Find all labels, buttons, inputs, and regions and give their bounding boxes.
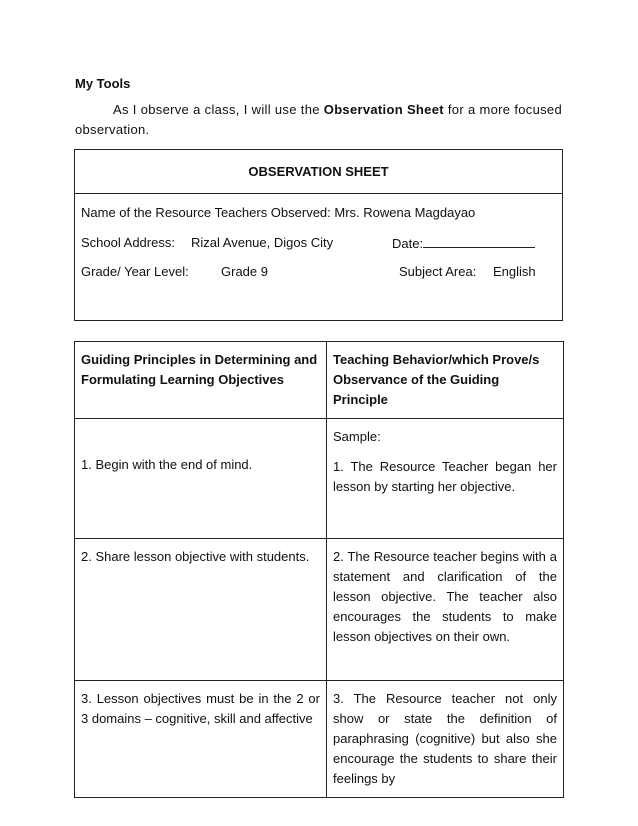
date-blank [423,235,535,248]
behavior-cell: 3. The Resource teacher not only show or state the definition of paraphrasing (cognitive) but also she encourage the students to share their feelings by [327,681,564,798]
sample-label: Sample: [333,429,381,444]
observation-sheet-box [74,149,563,321]
table-row [75,681,564,798]
behavior-cell [327,419,564,539]
date-field [392,235,535,251]
subject-area-value: English [493,264,536,279]
intro-paragraph [75,100,562,140]
grade-level-label: Grade/ Year Level: [81,264,189,279]
table-header-principles: Guiding Principles in Determining and Formulating Learning Objectives [75,342,327,419]
section-heading: My Tools [75,76,131,91]
table-row [75,419,564,539]
subject-area-label: Subject Area: [399,264,477,279]
table-header-behavior: Teaching Behavior/which Prove/s Observance of the Guiding Principle [327,342,564,419]
intro-suffix: for a more focused observation. [75,102,562,137]
school-address-value: Rizal Avenue, Digos City [191,235,334,250]
teacher-name-line: Name of the Resource Teachers Observed: Mrs. Rowena Magdayao [81,205,476,220]
principle-cell: 3. Lesson objectives must be in the 2 or 3 domains – cognitive, skill and affective [75,681,327,798]
behavior-cell: 2. The Resource teacher begins with a statement and clarification of the lesson objective. The teacher also encourages the students to make lesson objectives on their own. [327,539,564,681]
school-address-label: School Address: [81,235,175,250]
date-label: Date: [392,236,424,251]
table-header-row [75,342,564,419]
principle-cell: 2. Share lesson objective with students. [75,539,327,681]
principle-text: 1. Begin with the end of mind. [81,457,253,472]
principle-cell [75,419,327,539]
intro-bold-term: Observation Sheet [323,102,444,117]
behavior-text: 1. The Resource Teacher began her lesson by starting her objective. [333,459,557,494]
observation-sheet-title: OBSERVATION SHEET [75,150,562,194]
intro-prefix: As I observe a class, I will use the [113,102,324,117]
grade-level-value: Grade 9 [221,264,268,279]
guiding-principles-table [74,341,564,798]
table-row [75,539,564,681]
